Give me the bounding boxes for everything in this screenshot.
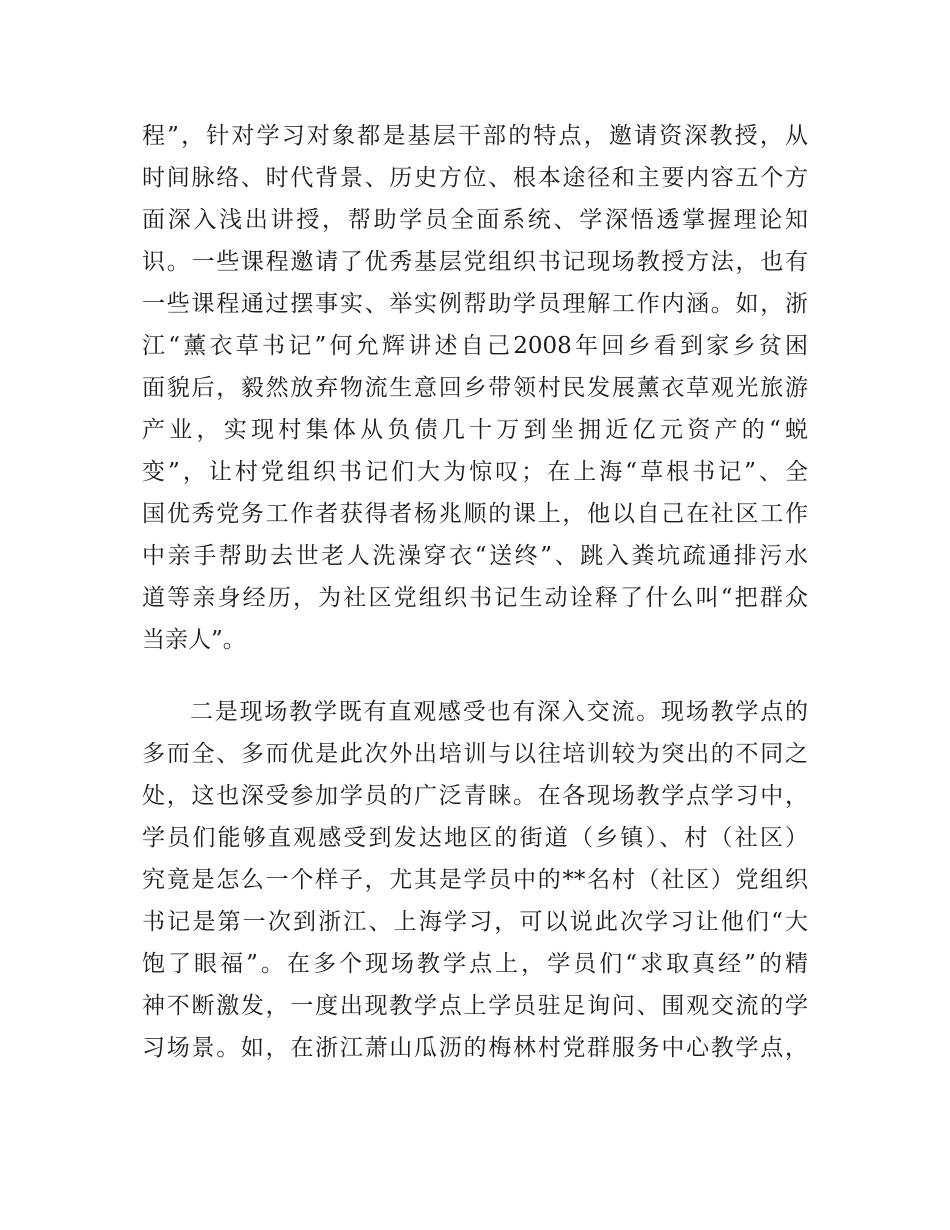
text-line: 神不断激发，一度出现教学点上学员驻足询问、围观交流的学	[142, 993, 808, 1019]
text-line: 多而全、多而优是此次外出培训与以往培训较为突出的不同之	[142, 741, 808, 767]
text-line: 当亲人”。	[142, 627, 246, 653]
text-line: 究竟是怎么一个样子，尤其是学员中的**名村（社区）党组织	[142, 867, 808, 893]
text-line: 处，这也深受参加学员的广泛青睐。在各现场教学点学习中，	[142, 783, 808, 809]
text-line: 二是现场教学既有直观感受也有深入交流。现场教学点的	[190, 699, 808, 725]
text-line: 学员们能够直观感受到发达地区的街道（乡镇）、村（社区）	[142, 825, 808, 851]
text-line: 面貌后，毅然放弃物流生意回乡带领村民发展薰衣草观光旅游	[142, 375, 808, 401]
text-line: 面深入浅出讲授，帮助学员全面系统、学深悟透掌握理论知	[142, 207, 808, 233]
text-line: 一些课程通过摆事实、举实例帮助学员理解工作内涵。如，浙	[142, 291, 808, 317]
text-line: 书记是第一次到浙江、上海学习，可以说此次学习让他们“大	[142, 909, 808, 935]
text-line: 饱了眼福”。在多个现场教学点上，学员们“求取真经”的精	[142, 951, 808, 977]
text-line: 江“薰衣草书记”何允辉讲述自己2008年回乡看到家乡贫困	[142, 333, 808, 359]
text-line: 识。一些课程邀请了优秀基层党组织书记现场教授方法，也有	[142, 249, 808, 275]
text-line: 变”，让村党组织书记们大为惊叹；在上海“草根书记”、全	[142, 459, 808, 485]
text-line: 国优秀党务工作者获得者杨兆顺的课上，他以自己在社区工作	[142, 501, 808, 527]
text-line: 时间脉络、时代背景、历史方位、根本途径和主要内容五个方	[142, 165, 808, 191]
text-line: 道等亲身经历，为社区党组织书记生动诠释了什么叫“把群众	[142, 585, 808, 611]
text-line: 产业，实现村集体从负债几十万到坐拥近亿元资产的“蜕	[142, 417, 808, 443]
text-line: 习场景。如，在浙江萧山瓜沥的梅林村党群服务中心教学点，	[142, 1035, 808, 1061]
text-line: 程”，针对学习对象都是基层干部的特点，邀请资深教授，从	[142, 123, 808, 149]
text-line: 中亲手帮助去世老人洗澡穿衣“送终”、跳入粪坑疏通排污水	[142, 543, 808, 569]
